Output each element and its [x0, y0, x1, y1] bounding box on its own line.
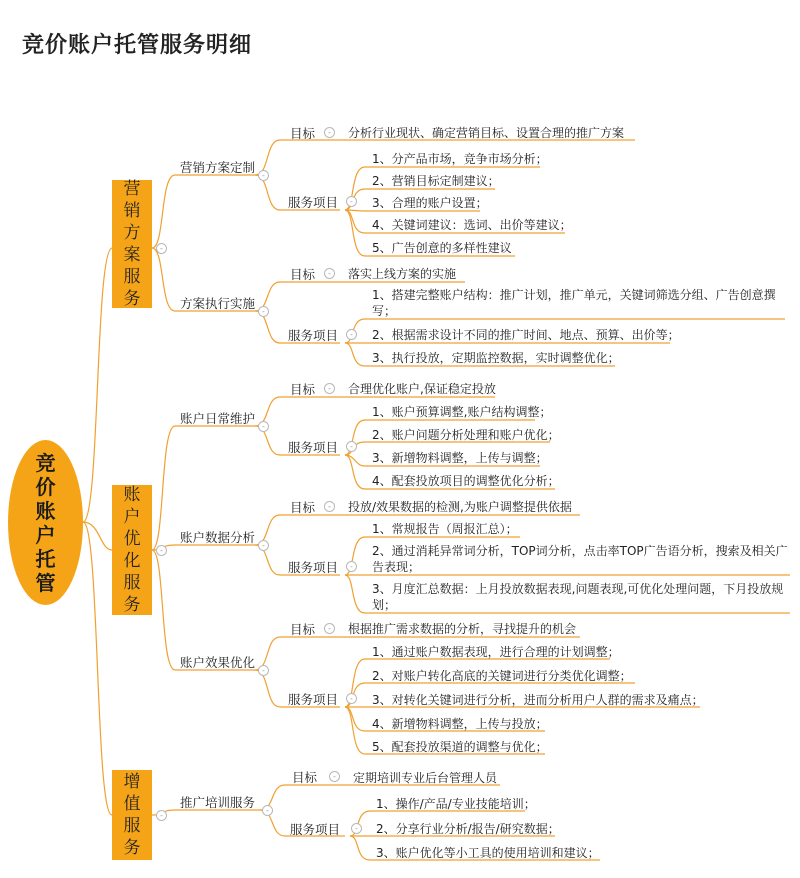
service-item: 3、对转化关键词进行分析，进而分析用户人群的需求及痛点；: [372, 693, 704, 707]
goal-label: 目标: [290, 267, 316, 282]
sub-plan-execution: 方案执行实施: [180, 296, 256, 311]
service-item: 4、配套投放项目的调整优化分析；: [372, 474, 560, 488]
collapse-toggle-icon[interactable]: [156, 810, 167, 821]
collapse-toggle-icon[interactable]: [258, 665, 269, 676]
service-item: 3、月度汇总数据：上月投放数据表现,问题表现,可优化处理问题，下月投放规划；: [372, 582, 784, 612]
service-label: 服务项目: [288, 440, 339, 455]
collapse-toggle-icon[interactable]: [156, 243, 167, 254]
service-label: 服务项目: [290, 822, 341, 837]
goal-text: 根据推广需求数据的分析，寻找提升的机会: [348, 622, 577, 636]
service-item: 2、对账户转化高底的关键词进行分类优化调整；: [372, 669, 632, 683]
service-item: 2、营销目标定制建议；: [372, 174, 500, 188]
service-item: 4、新增物料调整，上传与投放；: [372, 717, 548, 731]
collapse-toggle-icon[interactable]: [324, 383, 335, 394]
service-label: 服务项目: [288, 328, 339, 343]
service-item: 1、分产品市场，竞争市场分析；: [372, 152, 548, 166]
collapse-toggle-icon[interactable]: [258, 170, 269, 181]
collapse-toggle-icon[interactable]: [258, 540, 269, 551]
goal-label: 目标: [292, 770, 318, 785]
sub-daily-maintenance: 账户日常维护: [180, 411, 256, 426]
collapse-toggle-icon[interactable]: [346, 196, 357, 207]
collapse-toggle-icon[interactable]: [346, 441, 357, 452]
page-title: 竞价账户托管服务明细: [22, 33, 253, 58]
service-item: 1、常规报告（周报汇总）；: [372, 522, 518, 536]
category-value-added: 增值服务: [112, 770, 152, 860]
service-label: 服务项目: [288, 195, 339, 210]
service-item: 2、账户问题分析处理和账户优化；: [372, 428, 560, 442]
sub-marketing-plan-custom: 营销方案定制: [180, 160, 256, 175]
service-item: 4、关键词建议：选词、出价等建议；: [372, 218, 572, 232]
goal-label: 目标: [290, 500, 316, 515]
goal-label: 目标: [290, 382, 316, 397]
collapse-toggle-icon[interactable]: [346, 561, 357, 572]
service-item: 3、账户优化等小工具的使用培训和建议；: [376, 846, 600, 860]
collapse-toggle-icon[interactable]: [258, 306, 269, 317]
collapse-toggle-icon[interactable]: [346, 329, 357, 340]
service-item: 2、通过消耗异常词分析，TOP词分析，点击率TOP广告语分析，搜索及相关广告表现；: [372, 544, 788, 574]
goal-label: 目标: [290, 622, 316, 637]
goal-text: 落实上线方案的实施: [348, 267, 457, 281]
collapse-toggle-icon[interactable]: [262, 805, 273, 816]
service-item: 3、合理的账户设置；: [372, 196, 488, 210]
collapse-toggle-icon[interactable]: [324, 127, 335, 138]
service-item: 1、搭建完整账户结构：推广计划，推广单元，关键词筛选分组、广告创意撰写；: [372, 288, 776, 318]
collapse-toggle-icon[interactable]: [351, 823, 362, 834]
service-item: 1、账户预算调整,账户结构调整；: [372, 405, 552, 419]
collapse-toggle-icon[interactable]: [329, 771, 340, 782]
service-label: 服务项目: [288, 560, 339, 575]
service-item: 5、广告创意的多样性建议: [372, 241, 512, 255]
category-marketing-plan: 营销方案服务: [112, 180, 152, 308]
collapse-toggle-icon[interactable]: [324, 623, 335, 634]
service-item: 3、新增物料调整，上传与调整；: [372, 451, 548, 465]
goal-text: 投放/效果数据的检测,为账户调整提供依据: [348, 500, 572, 514]
service-item: 2、分享行业分析/报告/研究数据；: [376, 822, 560, 836]
goal-text: 合理优化账户,保证稳定投放: [348, 382, 496, 396]
goal-text: 分析行业现状、确定营销目标、设置合理的推广方案: [348, 126, 625, 140]
collapse-toggle-icon[interactable]: [324, 501, 335, 512]
collapse-toggle-icon[interactable]: [156, 545, 167, 556]
sub-training-service: 推广培训服务: [180, 795, 256, 810]
category-account-optimization: 账户优化服务: [112, 485, 152, 615]
service-item: 5、配套投放渠道的调整与优化；: [372, 740, 548, 754]
service-item: 3、执行投放，定期监控数据，实时调整优化；: [372, 351, 620, 365]
collapse-toggle-icon[interactable]: [346, 693, 357, 704]
collapse-toggle-icon[interactable]: [324, 268, 335, 279]
root-node: 竞价账户托管: [8, 440, 83, 605]
goal-text: 定期培训专业后台管理人员: [353, 771, 498, 785]
service-item: 1、操作/产品/专业技能培训；: [376, 797, 536, 811]
service-item: 2、根据需求设计不同的推广时间、地点、预算、出价等；: [372, 328, 680, 342]
service-label: 服务项目: [288, 692, 339, 707]
sub-effect-optimization: 账户效果优化: [180, 655, 256, 670]
goal-label: 目标: [290, 126, 316, 141]
sub-data-analysis: 账户数据分析: [180, 530, 256, 545]
collapse-toggle-icon[interactable]: [258, 421, 269, 432]
service-item: 1、通过账户数据表现，进行合理的计划调整；: [372, 645, 620, 659]
